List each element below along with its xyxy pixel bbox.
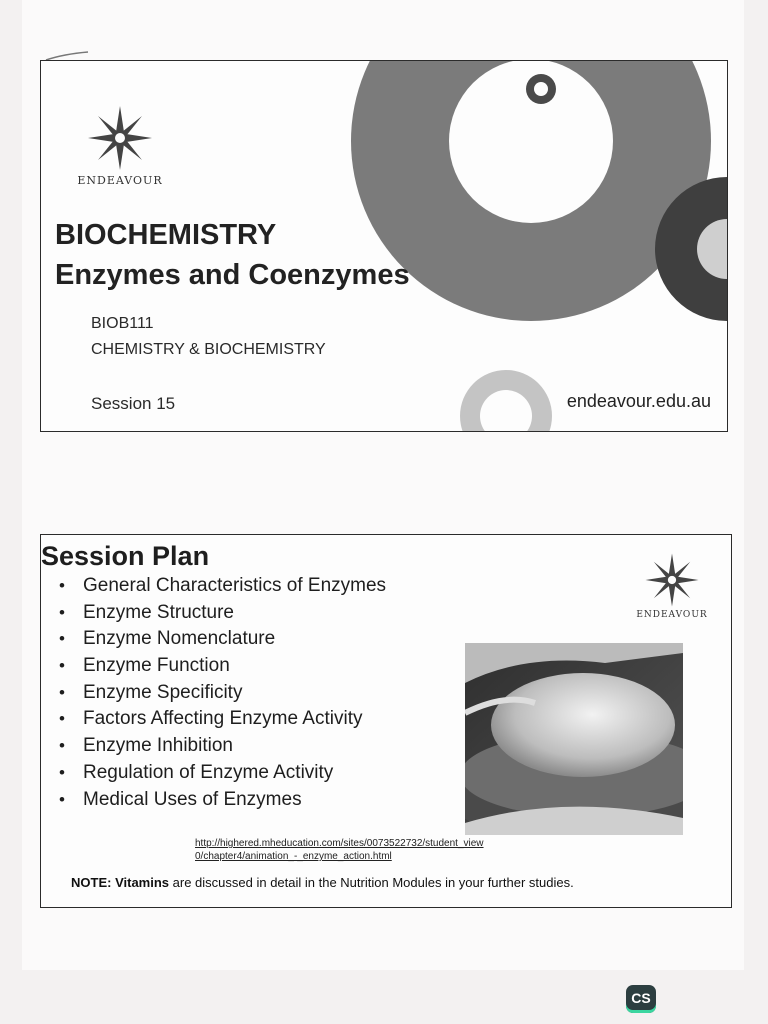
link-line-1[interactable]: http://highered.mheducation.com/sites/0073522732/student_view xyxy=(195,838,484,849)
list-item: • Enzyme Structure xyxy=(57,600,386,627)
list-item: • Medical Uses of Enzymes xyxy=(57,787,386,814)
slide-title: BIOCHEMISTRY xyxy=(55,219,277,251)
logo-text: ENDEAVOUR xyxy=(77,174,163,187)
list-item: • Factors Affecting Enzyme Activity xyxy=(57,706,386,733)
note-bold-word: Vitamins xyxy=(115,875,170,890)
camscanner-badge: CS xyxy=(626,985,656,1013)
endeavour-logo xyxy=(627,551,717,620)
logo-text: ENDEAVOUR xyxy=(636,610,708,620)
note-text: are discussed in detail in the Nutrition Modules in your further studies. xyxy=(169,875,574,890)
note-label: NOTE: xyxy=(71,875,112,890)
slide-subtitle: Enzymes and Coenzymes xyxy=(55,259,410,291)
list-item: • General Characteristics of Enzymes xyxy=(57,573,386,600)
list-item: • Enzyme Specificity xyxy=(57,680,386,707)
title-slide xyxy=(40,60,728,432)
course-name: CHEMISTRY & BIOCHEMISTRY xyxy=(91,341,326,358)
animation-link[interactable] xyxy=(195,837,535,863)
vitamins-note xyxy=(71,875,574,890)
session-plan-title: Session Plan xyxy=(41,541,210,571)
endeavour-logo xyxy=(75,103,165,187)
bread-dough-photo xyxy=(465,643,683,835)
list-item: • Regulation of Enzyme Activity xyxy=(57,760,386,787)
topic-list xyxy=(57,573,386,813)
link-line-2[interactable]: 0/chapter4/animation_-_enzyme_action.html xyxy=(195,851,392,862)
course-code: BIOB111 xyxy=(91,315,154,332)
session-label: Session 15 xyxy=(91,394,176,413)
list-item: • Enzyme Nomenclature xyxy=(57,626,386,653)
star-logo-icon xyxy=(643,551,701,609)
list-item: • Enzyme Inhibition xyxy=(57,733,386,760)
star-logo-icon xyxy=(85,103,155,173)
website-label: endeavour.edu.au xyxy=(566,391,711,411)
list-item: • Enzyme Function xyxy=(57,653,386,680)
session-plan-slide xyxy=(40,534,732,908)
